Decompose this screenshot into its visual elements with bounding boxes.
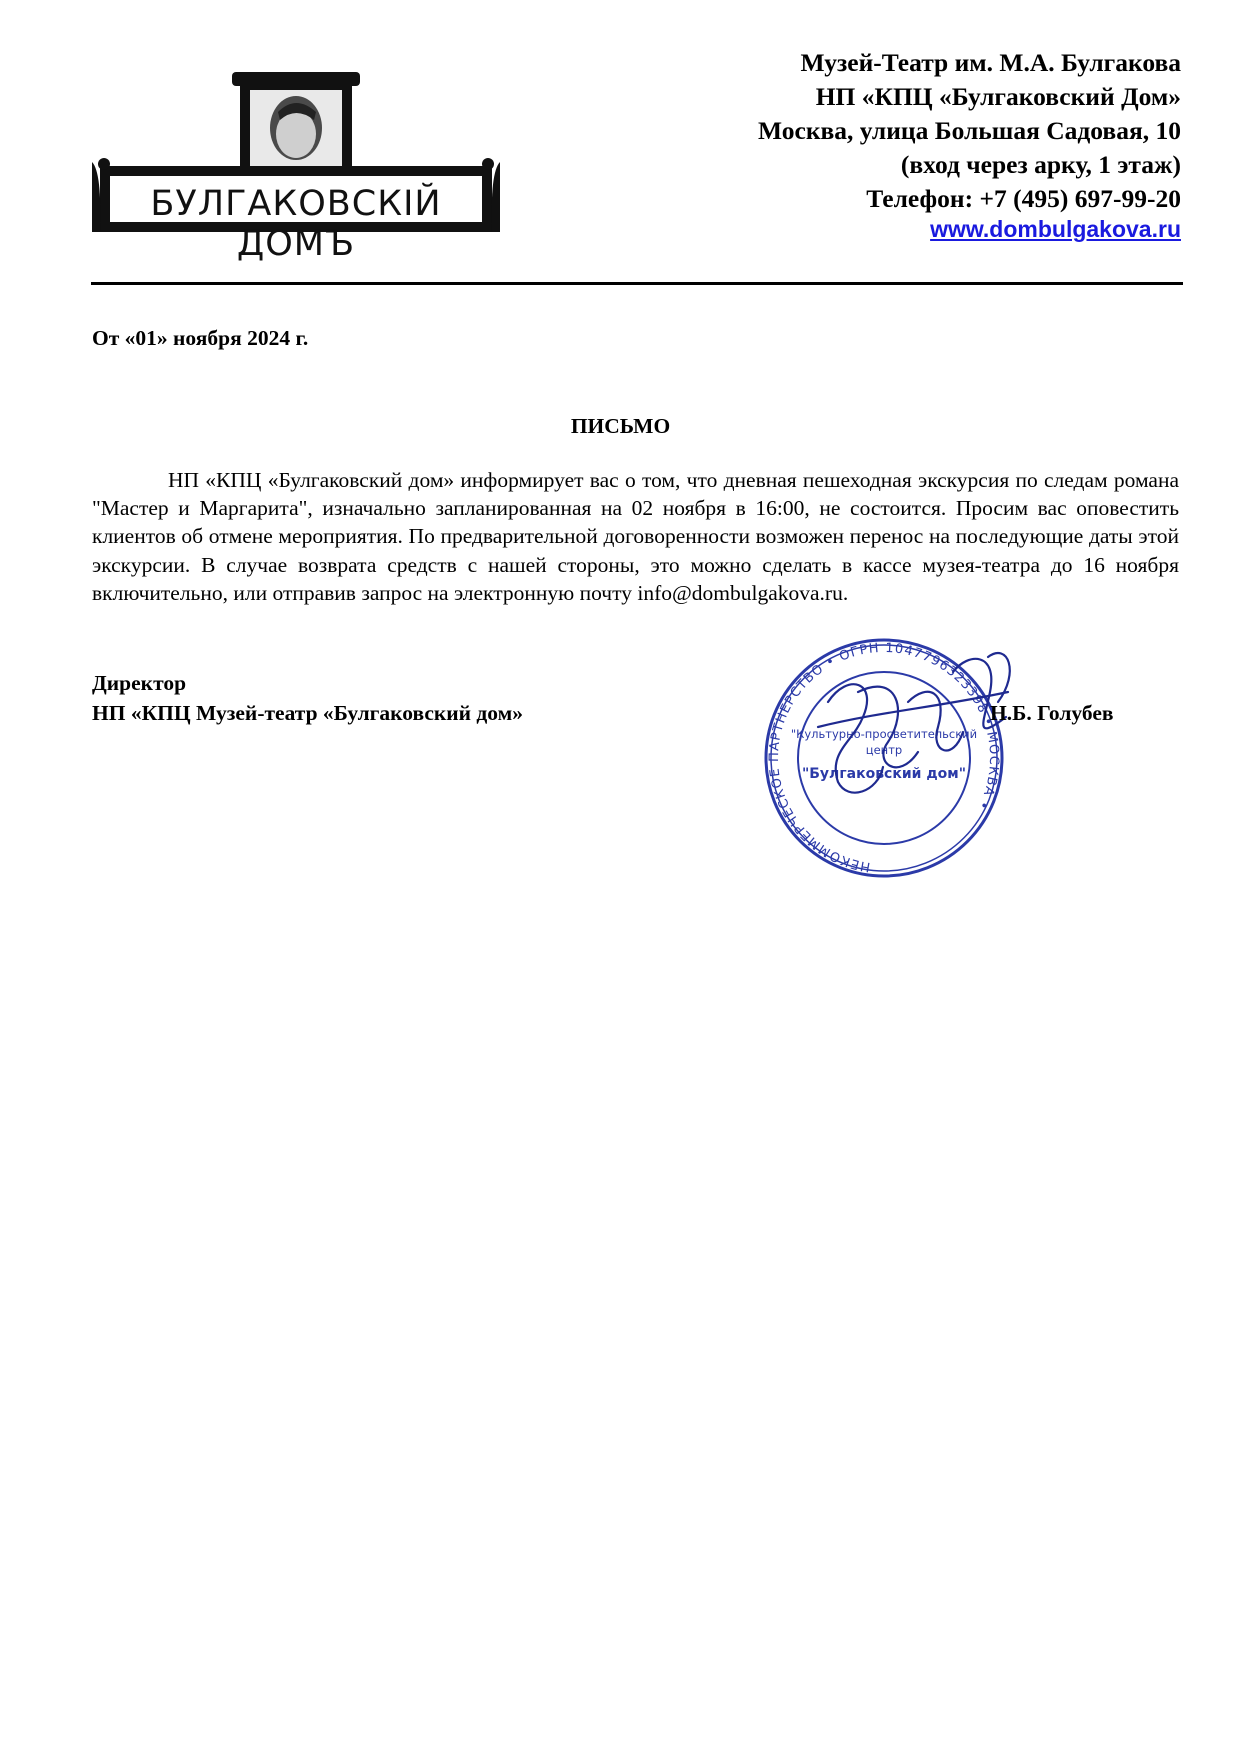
organization-seal xyxy=(758,632,1028,880)
phone: Телефон: +7 (495) 697-99-20 xyxy=(866,184,1181,213)
address: Москва, улица Большая Садовая, 10 xyxy=(758,116,1181,145)
logo-text: БУЛГАКОВСКIЙ ДОМЪ xyxy=(150,184,442,264)
seal-graphic xyxy=(758,632,1028,880)
bulgakov-house-logo xyxy=(92,72,500,264)
entrance-note: (вход через арку, 1 этаж) xyxy=(900,150,1181,179)
letter-body xyxy=(92,466,1179,607)
header-divider xyxy=(91,282,1183,285)
website-link[interactable]: www.dombulgakova.ru xyxy=(930,216,1181,242)
signer-name: Н.Б. Голубев xyxy=(990,701,1114,725)
signature-title: Директор xyxy=(92,671,187,695)
letter-paragraph: НП «КПЦ «Булгаковский дом» информирует вас о том, что дневная пешеходная экскурсия по следам романа "Мастер и Маргарита", изначально запланированная на 02 ноября в 16:00, не состоится. Просим вас оповестить клиентов об отмене мероприятия. По предварительной договоренности возможен перенос на последующие даты этой экскурсии. В случае возврата средств с нашей стороны, это можно сделать в кассе музея-театра до 16 ноября включительно, или отправив запрос на электронную почту info@dombulgakova.ru. xyxy=(92,468,1179,605)
header-contacts xyxy=(758,46,1181,242)
signature-organization: НП «КПЦ Музей-театр «Булгаковский дом» xyxy=(92,701,524,725)
svg-text:центр: центр xyxy=(865,743,903,757)
signature-block xyxy=(92,668,523,728)
svg-text:НЕКОММЕРЧЕСКОЕ ПАРТНЕРСТВО • О: НЕКОММЕРЧЕСКОЕ ПАРТНЕРСТВО • ОГРН 1047796323398 • МОСКВА • xyxy=(766,640,1002,875)
svg-text:"Булгаковский дом": "Булгаковский дом" xyxy=(801,766,967,782)
letter-title: ПИСЬМО xyxy=(570,414,671,438)
letter-date: От «01» ноября 2024 г. xyxy=(92,326,309,350)
organization-name: НП «КПЦ «Булгаковский Дом» xyxy=(815,82,1181,111)
svg-text:"Культурно-просветительский: "Культурно-просветительский xyxy=(790,727,978,741)
museum-name: Музей-Театр им. М.А. Булгакова xyxy=(800,48,1181,77)
